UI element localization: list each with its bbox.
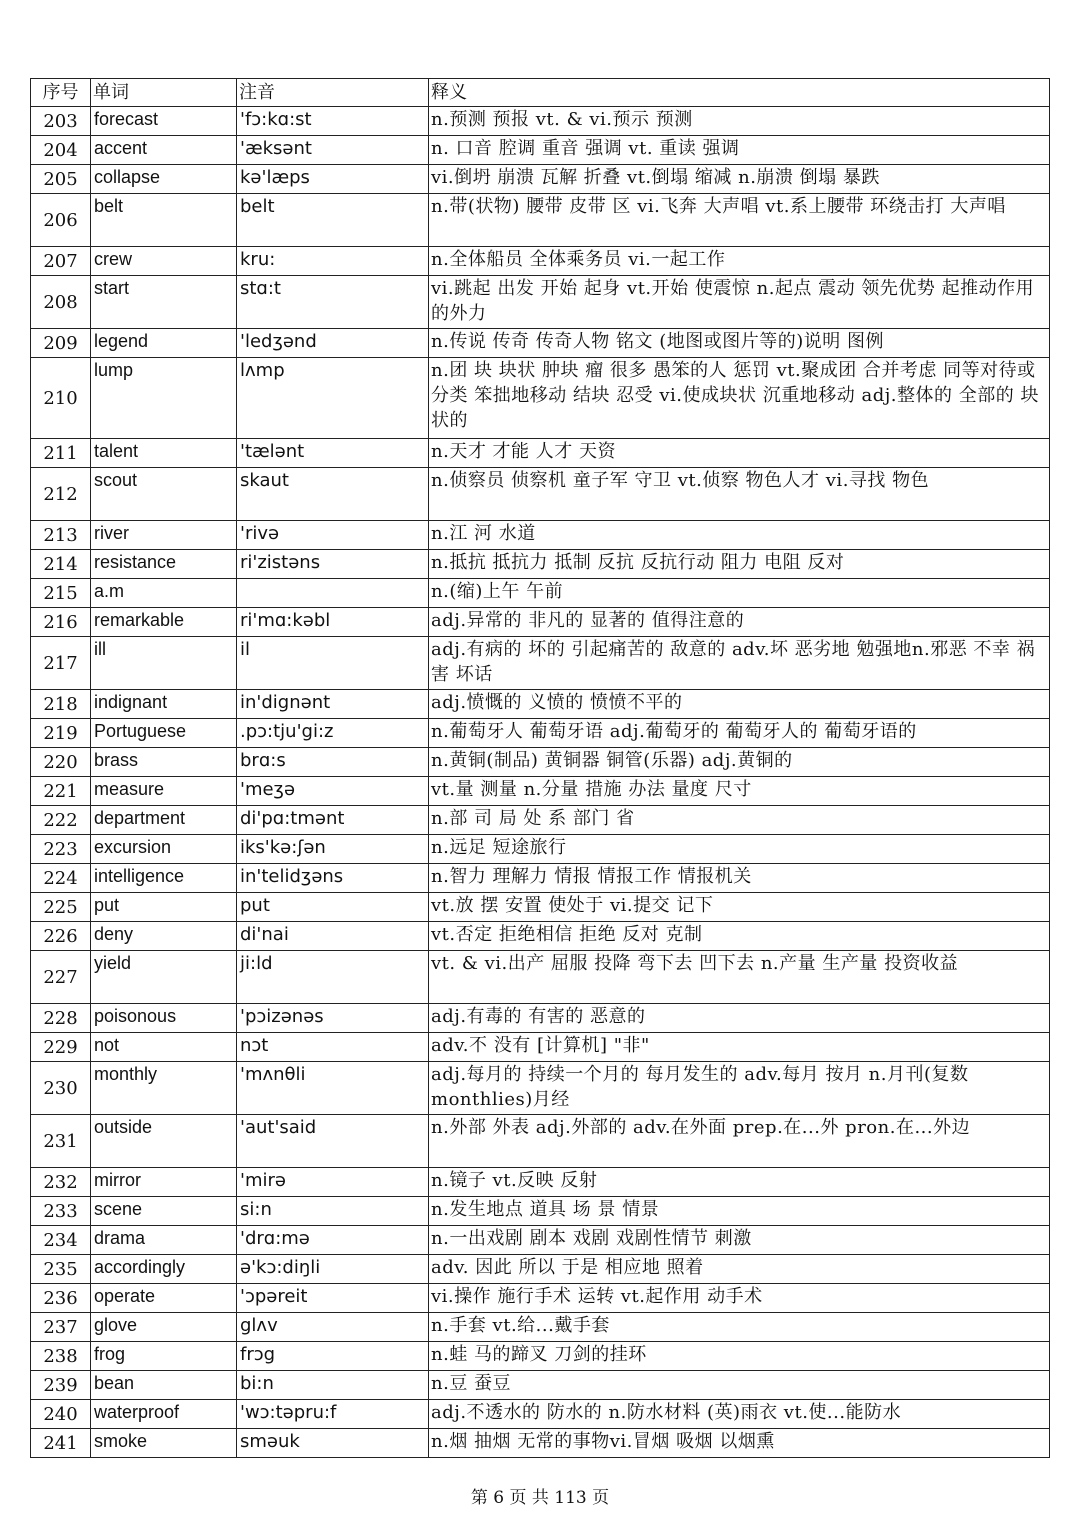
row-definition: adj.异常的 非凡的 显著的 值得注意的 xyxy=(429,608,1050,637)
row-definition: n.手套 vt.给...戴手套 xyxy=(429,1313,1050,1342)
row-word: measure xyxy=(91,777,237,806)
row-word: waterproof xyxy=(91,1400,237,1429)
row-word: scout xyxy=(91,468,237,521)
row-word: indignant xyxy=(91,690,237,719)
table-header xyxy=(31,79,1050,107)
row-number: 227 xyxy=(31,951,91,1004)
table-row xyxy=(31,1062,1050,1115)
table-row xyxy=(31,1255,1050,1284)
table-row xyxy=(31,358,1050,439)
row-number: 204 xyxy=(31,136,91,165)
header-phonetic: 注音 xyxy=(237,79,429,107)
row-number: 240 xyxy=(31,1400,91,1429)
row-definition: vi.跳起 出发 开始 起身 vt.开始 使震惊 n.起点 震动 领先优势 起推动作用的外力 xyxy=(429,276,1050,329)
row-word: monthly xyxy=(91,1062,237,1115)
row-phonetic: si:n xyxy=(237,1197,429,1226)
row-number: 215 xyxy=(31,579,91,608)
row-definition: vi.操作 施行手术 运转 vt.起作用 动手术 xyxy=(429,1284,1050,1313)
table-row xyxy=(31,1371,1050,1400)
row-definition: n.一出戏剧 剧本 戏剧 戏剧性情节 刺激 xyxy=(429,1226,1050,1255)
row-number: 231 xyxy=(31,1115,91,1168)
row-definition: n.烟 抽烟 无常的事物vi.冒烟 吸烟 以烟熏 xyxy=(429,1429,1050,1458)
row-definition: vt.量 测量 n.分量 措施 办法 量度 尺寸 xyxy=(429,777,1050,806)
table-row xyxy=(31,468,1050,521)
table-row xyxy=(31,329,1050,358)
row-phonetic: 'ɔpəreit xyxy=(237,1284,429,1313)
row-definition: n.智力 理解力 情报 情报工作 情报机关 xyxy=(429,864,1050,893)
table-row xyxy=(31,1115,1050,1168)
table-row xyxy=(31,951,1050,1004)
row-word: collapse xyxy=(91,165,237,194)
row-number: 209 xyxy=(31,329,91,358)
row-word: river xyxy=(91,521,237,550)
row-phonetic: in'dignənt xyxy=(237,690,429,719)
row-number: 218 xyxy=(31,690,91,719)
row-definition: adj.每月的 持续一个月的 每月发生的 adv.每月 按月 n.月刊(复数monthlies)月经 xyxy=(429,1062,1050,1115)
row-word: drama xyxy=(91,1226,237,1255)
row-phonetic: 'drɑ:mə xyxy=(237,1226,429,1255)
row-number: 232 xyxy=(31,1168,91,1197)
row-number: 207 xyxy=(31,247,91,276)
row-definition: n.蛙 马的蹄叉 刀剑的挂环 xyxy=(429,1342,1050,1371)
row-definition: n.侦察员 侦察机 童子军 守卫 vt.侦察 物色人才 vi.寻找 物色 xyxy=(429,468,1050,521)
table-row xyxy=(31,1033,1050,1062)
table-row xyxy=(31,748,1050,777)
header-definition: 释义 xyxy=(429,79,1050,107)
row-word: not xyxy=(91,1033,237,1062)
table-row xyxy=(31,777,1050,806)
table-row xyxy=(31,276,1050,329)
table-row xyxy=(31,922,1050,951)
row-definition: vi.倒坍 崩溃 瓦解 折叠 vt.倒塌 缩减 n.崩溃 倒塌 暴跌 xyxy=(429,165,1050,194)
row-word: frog xyxy=(91,1342,237,1371)
row-number: 203 xyxy=(31,107,91,136)
row-phonetic: kə'læps xyxy=(237,165,429,194)
row-definition: adv. 因此 所以 于是 相应地 照着 xyxy=(429,1255,1050,1284)
row-definition: n.发生地点 道具 场 景 情景 xyxy=(429,1197,1050,1226)
row-number: 216 xyxy=(31,608,91,637)
row-number: 229 xyxy=(31,1033,91,1062)
table-row xyxy=(31,1400,1050,1429)
row-phonetic: ri'mɑ:kəbl xyxy=(237,608,429,637)
row-definition: vt. & vi.出产 屈服 投降 弯下去 凹下去 n.产量 生产量 投资收益 xyxy=(429,951,1050,1004)
row-word: talent xyxy=(91,439,237,468)
row-phonetic: bi:n xyxy=(237,1371,429,1400)
row-definition: n.抵抗 抵抗力 抵制 反抗 反抗行动 阻力 电阻 反对 xyxy=(429,550,1050,579)
row-number: 220 xyxy=(31,748,91,777)
row-phonetic: ri'zistəns xyxy=(237,550,429,579)
row-number: 225 xyxy=(31,893,91,922)
row-definition: adj.有病的 坏的 引起痛苦的 敌意的 adv.坏 恶劣地 勉强地n.邪恶 不幸 祸害 坏话 xyxy=(429,637,1050,690)
row-phonetic: kru: xyxy=(237,247,429,276)
row-number: 208 xyxy=(31,276,91,329)
row-number: 221 xyxy=(31,777,91,806)
row-word: intelligence xyxy=(91,864,237,893)
row-definition: n.传说 传奇 传奇人物 铭文 (地图或图片等的)说明 图例 xyxy=(429,329,1050,358)
table-row xyxy=(31,1004,1050,1033)
row-number: 228 xyxy=(31,1004,91,1033)
row-phonetic: in'telidʒəns xyxy=(237,864,429,893)
row-definition: n.远足 短途旅行 xyxy=(429,835,1050,864)
row-phonetic: 'mirə xyxy=(237,1168,429,1197)
table-row xyxy=(31,690,1050,719)
row-number: 239 xyxy=(31,1371,91,1400)
row-number: 211 xyxy=(31,439,91,468)
row-phonetic xyxy=(237,579,429,608)
table-row xyxy=(31,864,1050,893)
row-word: a.m xyxy=(91,579,237,608)
row-phonetic: 'ledʒənd xyxy=(237,329,429,358)
row-word: crew xyxy=(91,247,237,276)
row-word: lump xyxy=(91,358,237,439)
row-number: 230 xyxy=(31,1062,91,1115)
table-row xyxy=(31,579,1050,608)
table-row xyxy=(31,521,1050,550)
row-word: belt xyxy=(91,194,237,247)
row-definition: vt.放 摆 安置 使处于 vi.提交 记下 xyxy=(429,893,1050,922)
row-definition: n.天才 才能 人才 天资 xyxy=(429,439,1050,468)
table-row xyxy=(31,719,1050,748)
table-row xyxy=(31,1226,1050,1255)
table-row xyxy=(31,439,1050,468)
header-number: 序号 xyxy=(31,79,91,107)
row-word: put xyxy=(91,893,237,922)
row-number: 224 xyxy=(31,864,91,893)
row-number: 205 xyxy=(31,165,91,194)
row-word: brass xyxy=(91,748,237,777)
row-definition: n.外部 外表 adj.外部的 adv.在外面 prep.在...外 pron.在...外边 xyxy=(429,1115,1050,1168)
table-row xyxy=(31,1197,1050,1226)
table-row xyxy=(31,637,1050,690)
row-word: ill xyxy=(91,637,237,690)
row-definition: n.带(状物) 腰带 皮带 区 vi.飞奔 大声唱 vt.系上腰带 环绕击打 大声唱 xyxy=(429,194,1050,247)
row-definition: n.部 司 局 处 系 部门 省 xyxy=(429,806,1050,835)
row-definition: n. 口音 腔调 重音 强调 vt. 重读 强调 xyxy=(429,136,1050,165)
row-phonetic: skaut xyxy=(237,468,429,521)
table-row xyxy=(31,1313,1050,1342)
row-word: accent xyxy=(91,136,237,165)
row-definition: n.江 河 水道 xyxy=(429,521,1050,550)
table-row xyxy=(31,1284,1050,1313)
row-phonetic: 'wɔ:təpru:f xyxy=(237,1400,429,1429)
row-phonetic: di'nai xyxy=(237,922,429,951)
table-row xyxy=(31,1168,1050,1197)
row-word: excursion xyxy=(91,835,237,864)
row-word: Portuguese xyxy=(91,719,237,748)
row-number: 222 xyxy=(31,806,91,835)
row-phonetic: .pɔ:tju'gi:z xyxy=(237,719,429,748)
row-definition: adj.愤慨的 义愤的 愤愤不平的 xyxy=(429,690,1050,719)
row-number: 219 xyxy=(31,719,91,748)
row-number: 236 xyxy=(31,1284,91,1313)
row-phonetic: 'aut'said xyxy=(237,1115,429,1168)
page-number: 第 6 页 共 113 页 xyxy=(470,1488,610,1508)
table-row xyxy=(31,165,1050,194)
row-phonetic: 'tælənt xyxy=(237,439,429,468)
row-word: smoke xyxy=(91,1429,237,1458)
table-row xyxy=(31,835,1050,864)
row-number: 237 xyxy=(31,1313,91,1342)
row-word: glove xyxy=(91,1313,237,1342)
row-phonetic: ə'kɔ:diŋli xyxy=(237,1255,429,1284)
row-phonetic: ji:ld xyxy=(237,951,429,1004)
row-word: yield xyxy=(91,951,237,1004)
row-number: 206 xyxy=(31,194,91,247)
row-word: resistance xyxy=(91,550,237,579)
row-phonetic: glʌv xyxy=(237,1313,429,1342)
row-phonetic: il xyxy=(237,637,429,690)
row-word: deny xyxy=(91,922,237,951)
row-number: 241 xyxy=(31,1429,91,1458)
row-phonetic: 'fɔ:kɑ:st xyxy=(237,107,429,136)
vocabulary-table xyxy=(30,78,1050,1458)
table-row xyxy=(31,806,1050,835)
row-phonetic: stɑ:t xyxy=(237,276,429,329)
table-row xyxy=(31,608,1050,637)
row-number: 212 xyxy=(31,468,91,521)
row-word: department xyxy=(91,806,237,835)
row-number: 223 xyxy=(31,835,91,864)
row-phonetic: belt xyxy=(237,194,429,247)
row-definition: adv.不 没有 [计算机] "非" xyxy=(429,1033,1050,1062)
row-word: remarkable xyxy=(91,608,237,637)
row-word: operate xyxy=(91,1284,237,1313)
row-number: 235 xyxy=(31,1255,91,1284)
row-word: bean xyxy=(91,1371,237,1400)
row-phonetic: 'pɔizənəs xyxy=(237,1004,429,1033)
row-word: poisonous xyxy=(91,1004,237,1033)
table-row xyxy=(31,893,1050,922)
row-definition: vt.否定 拒绝相信 拒绝 反对 克制 xyxy=(429,922,1050,951)
row-number: 217 xyxy=(31,637,91,690)
row-definition: n.(缩)上午 午前 xyxy=(429,579,1050,608)
row-word: scene xyxy=(91,1197,237,1226)
row-number: 214 xyxy=(31,550,91,579)
table-body xyxy=(31,107,1050,1458)
row-word: start xyxy=(91,276,237,329)
row-phonetic: di'pɑ:tmənt xyxy=(237,806,429,835)
row-phonetic: iks'kə:ʃən xyxy=(237,835,429,864)
row-phonetic: brɑ:s xyxy=(237,748,429,777)
row-definition: n.预测 预报 vt. & vi.预示 预测 xyxy=(429,107,1050,136)
row-definition: adj.不透水的 防水的 n.防水材料 (英)雨衣 vt.使...能防水 xyxy=(429,1400,1050,1429)
row-phonetic: 'rivə xyxy=(237,521,429,550)
row-definition: n.镜子 vt.反映 反射 xyxy=(429,1168,1050,1197)
row-definition: n.全体船员 全体乘务员 vi.一起工作 xyxy=(429,247,1050,276)
row-word: legend xyxy=(91,329,237,358)
row-number: 213 xyxy=(31,521,91,550)
row-phonetic: sməuk xyxy=(237,1429,429,1458)
row-definition: n.黄铜(制品) 黄铜器 铜管(乐器) adj.黄铜的 xyxy=(429,748,1050,777)
row-definition: n.豆 蚕豆 xyxy=(429,1371,1050,1400)
table-row xyxy=(31,1429,1050,1458)
row-definition: n.葡萄牙人 葡萄牙语 adj.葡萄牙的 葡萄牙人的 葡萄牙语的 xyxy=(429,719,1050,748)
row-phonetic: nɔt xyxy=(237,1033,429,1062)
row-definition: n.团 块 块状 肿块 瘤 很多 愚笨的人 惩罚 vt.聚成团 合并考虑 同等对待或分类 笨拙地移动 结块 忍受 vi.使成块状 沉重地移动 adj.整体的 全部的 块状的 xyxy=(429,358,1050,439)
row-number: 234 xyxy=(31,1226,91,1255)
row-phonetic: lʌmp xyxy=(237,358,429,439)
table-row xyxy=(31,550,1050,579)
table-row xyxy=(31,1342,1050,1371)
row-phonetic: put xyxy=(237,893,429,922)
row-definition: adj.有毒的 有害的 恶意的 xyxy=(429,1004,1050,1033)
row-word: accordingly xyxy=(91,1255,237,1284)
row-number: 226 xyxy=(31,922,91,951)
row-number: 210 xyxy=(31,358,91,439)
row-phonetic: frɔg xyxy=(237,1342,429,1371)
row-number: 233 xyxy=(31,1197,91,1226)
row-phonetic: 'æksənt xyxy=(237,136,429,165)
row-phonetic: 'meʒə xyxy=(237,777,429,806)
row-phonetic: 'mʌnθli xyxy=(237,1062,429,1115)
row-word: mirror xyxy=(91,1168,237,1197)
row-word: forecast xyxy=(91,107,237,136)
table-row xyxy=(31,136,1050,165)
header-word: 单词 xyxy=(91,79,237,107)
table-row xyxy=(31,194,1050,247)
table-row xyxy=(31,107,1050,136)
row-number: 238 xyxy=(31,1342,91,1371)
row-word: outside xyxy=(91,1115,237,1168)
table-row xyxy=(31,247,1050,276)
